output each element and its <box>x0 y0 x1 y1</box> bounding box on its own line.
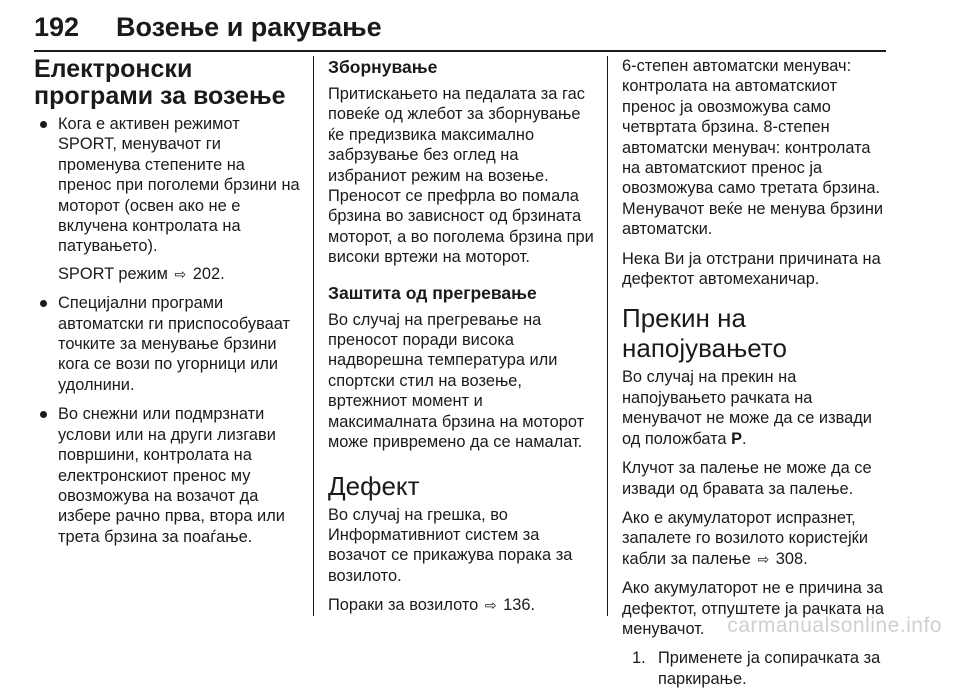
bullet-icon <box>40 411 47 418</box>
paragraph-text: Во случај на прекин на напојувањето рачката на менувачот не може да се извади од положбата <box>622 368 872 448</box>
column-divider <box>607 56 608 616</box>
step-list <box>622 648 888 689</box>
page-header <box>34 4 886 52</box>
reference-arrow-icon: ⇨ <box>757 550 770 567</box>
section-heading-overheat: Заштита од прегревање <box>328 282 537 303</box>
step-number: 1. <box>632 649 646 668</box>
section-heading-power-failure: Прекин на напојувањето <box>622 303 787 364</box>
column-1 <box>34 56 300 556</box>
cross-reference[interactable] <box>328 595 594 615</box>
watermark-text: carmanualsonline.info <box>727 614 942 637</box>
paragraph: Нека Ви ја отстрани причината на дефектот автомеханичар. <box>622 249 881 289</box>
step-item <box>632 648 888 689</box>
paragraph: Ако акумулаторот не е причина за дефектот, отпуштете ја рачката на менувачот. <box>622 579 885 638</box>
paragraph: Во случај на прегревање на преносот поради висока надворешна температура или спортски стил на возење, вртежниот момент и максималната брзина на моторот може привремено да се намалат. <box>328 310 585 452</box>
paragraph: Во случај на грешка, во Информативниот систем за возачот се прикажува порака за возилото. <box>328 505 573 585</box>
list-item-text: Кога е активен режимот SPORT, менувачот ги променува степените на пренос при поголеми брзини на моторот (освен ако не е вклучена контролата на патувањето). <box>58 115 300 256</box>
gear-position-p: P <box>731 429 743 448</box>
reference-page: 202. <box>192 264 225 283</box>
reference-text: SPORT режим <box>58 264 168 283</box>
column-divider <box>313 56 314 616</box>
reference-page: 136. <box>503 596 536 615</box>
reference-page[interactable]: 308. <box>775 549 808 568</box>
paragraph: Притискањето на педалата за гас повеќе од жлебот за зборнување ќе предизвика максимално забрзување без оглед на избраниот режим на возење. Преносот се префрла во помала брзина во зависност од брзината моторот, а во поголема брзина при високи вртежи на моторот. <box>328 85 594 267</box>
list-item <box>34 114 300 284</box>
paragraph: Клучот за палење не може да се извади од бравата за палење. <box>622 459 872 498</box>
list-item <box>34 293 300 395</box>
paragraph: 6-степен автоматски менувач: контролата на автоматскиот пренос ја овозможува само четвртата брзина. 8-степен автоматски менувач: контролата на автоматскиот пренос ја овозможува само третата брзина. Менувачот веќе не менува брзини автоматски. <box>622 57 884 239</box>
chapter-title: Возење и ракување <box>116 12 382 42</box>
paragraph <box>622 508 888 569</box>
bullet-icon <box>40 300 47 307</box>
column-2 <box>328 56 594 625</box>
paragraph-text: Ако е акумулаторот испразнет, запалете го возилото користејќи кабли за палење <box>622 508 869 568</box>
section-heading-driving-programs: Електронски програми за возење <box>34 55 286 110</box>
list-item <box>34 404 300 547</box>
list-item-text: Специјални програми автоматски ги приспособуваат точките за менување брзини кога се вози по угорници или удолнини. <box>58 294 290 394</box>
step-text: Применете ја сопирачката за паркирање. <box>658 649 881 688</box>
cross-reference[interactable] <box>58 264 300 284</box>
paragraph: Во случај на прекин на напојувањето рачката на менувачот не може да се извади од положбата P. <box>622 368 872 448</box>
list-item-text: Во снежни или подмрзнати услови или на други лизгави површини, контролата на електронскиот пренос му овозможува на возачот да избере рачно прва, втора или трета брзина за поаѓање. <box>58 405 285 546</box>
bullet-list <box>34 114 300 547</box>
section-heading-fault: Дефект <box>328 470 420 501</box>
reference-text: Пораки за возилото <box>328 596 479 615</box>
page-number: 192 <box>34 12 80 42</box>
column-3 <box>622 56 888 689</box>
reference-arrow-icon: ⇨ <box>174 265 187 282</box>
section-heading-kickdown: Зборнување <box>328 57 438 77</box>
reference-arrow-icon: ⇨ <box>484 597 497 614</box>
bullet-icon <box>40 121 47 128</box>
